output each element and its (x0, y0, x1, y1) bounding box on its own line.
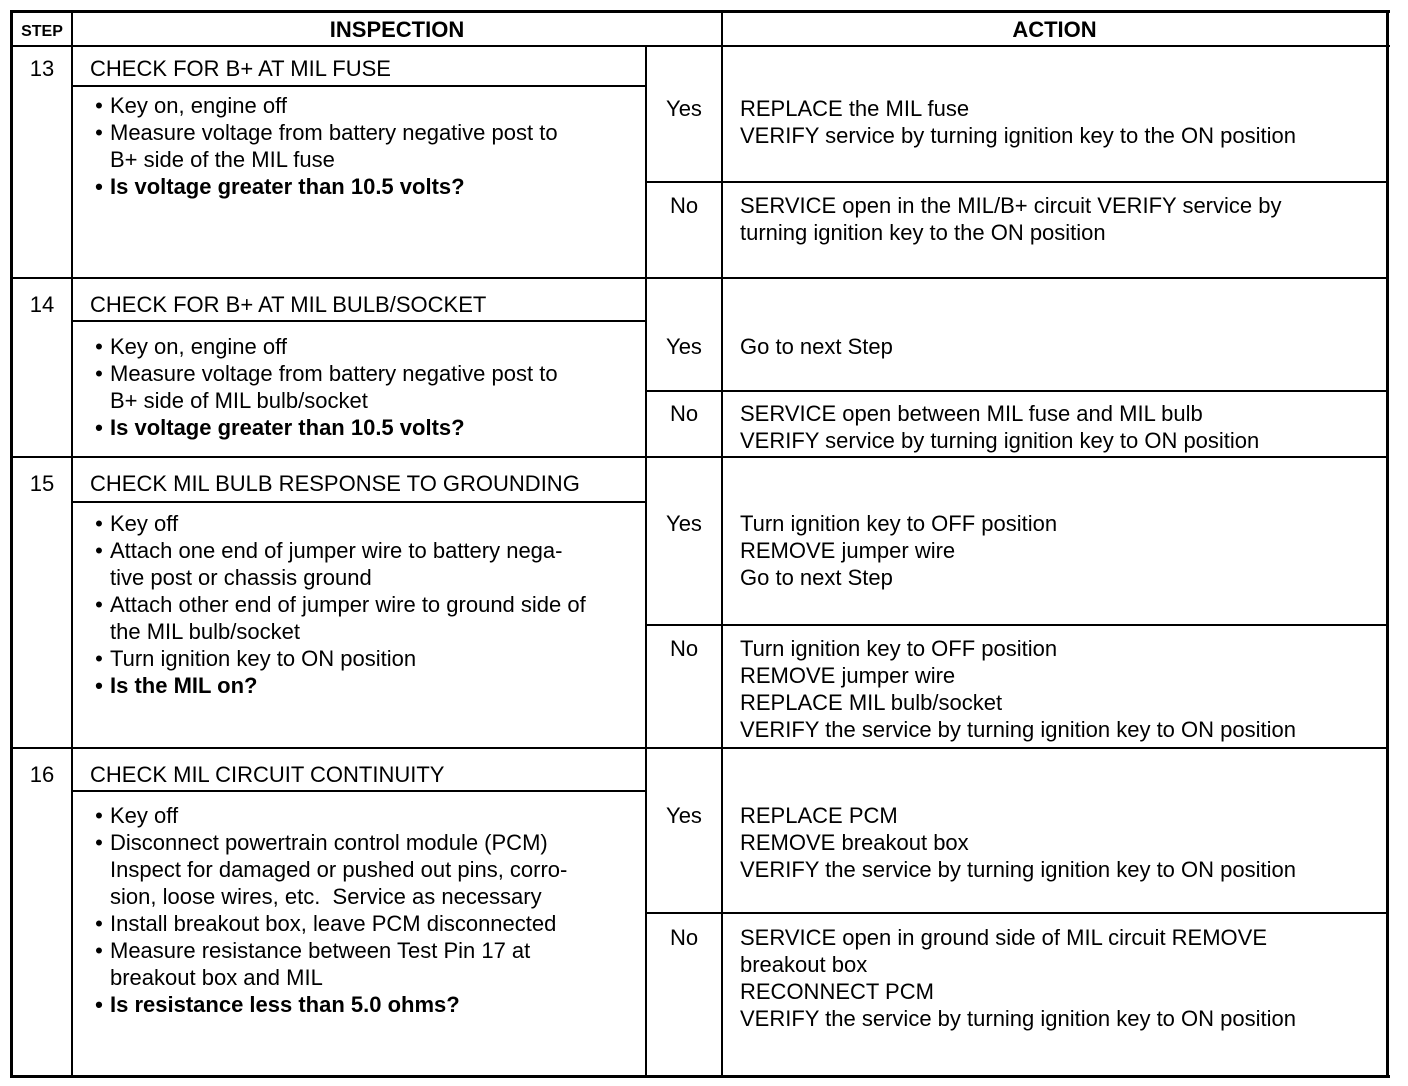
list-item: • Key on, engine off (95, 334, 287, 359)
yes-no-separator (645, 912, 1388, 914)
table-bottom-border (10, 1075, 1390, 1078)
action-line: SERVICE open between MIL fuse and MIL bulb (740, 401, 1203, 426)
step-column-divider (71, 10, 73, 1078)
action-line: REPLACE PCM (740, 803, 898, 828)
inspection-list (88, 333, 558, 441)
step-number: 13 (29, 56, 55, 81)
action-line: Turn ignition key to OFF position (740, 511, 1058, 536)
action-line: breakout box (740, 952, 868, 977)
yes-no-separator (645, 390, 1388, 392)
list-item: • Is the MIL on? (95, 673, 258, 698)
step-separator (10, 277, 1388, 279)
table-right-border (1386, 10, 1389, 1078)
action-line: VERIFY the service by turning ignition key to ON position (740, 1006, 1296, 1031)
action-line: REMOVE jumper wire (740, 663, 956, 688)
action-line: REPLACE MIL bulb/socket (740, 690, 1003, 715)
list-item: • Key off (95, 511, 179, 536)
step-number: 16 (29, 762, 55, 787)
action-line: REMOVE jumper wire (740, 538, 956, 563)
list-item: • Measure resistance between Test Pin 17 at breakout box and MIL (95, 938, 531, 990)
yes-label: Yes (666, 803, 702, 828)
step-separator (10, 747, 1388, 749)
no-label: No (669, 925, 699, 950)
step-number: 14 (29, 292, 55, 317)
action-line: turning ignition key to the ON position (740, 220, 1106, 245)
step-title: CHECK MIL BULB RESPONSE TO GROUNDING (90, 471, 580, 496)
no-action (740, 924, 1296, 1032)
list-item: • Is voltage greater than 10.5 volts? (95, 415, 465, 440)
title-underline (71, 501, 647, 503)
action-line: REMOVE breakout box (740, 830, 969, 855)
list-item: • Key on, engine off (95, 93, 287, 118)
yes-action (740, 802, 1296, 883)
yes-action (740, 510, 1057, 591)
list-item: • Measure voltage from battery negative post to B+ side of MIL bulb/socket (95, 361, 558, 413)
title-underline (71, 790, 647, 792)
step-number: 15 (29, 471, 55, 496)
step-title: CHECK FOR B+ AT MIL FUSE (90, 56, 391, 81)
no-action (740, 400, 1259, 454)
action-line: VERIFY service by turning ignition key to ON position (740, 428, 1260, 453)
table-left-border (10, 10, 13, 1078)
no-label: No (669, 401, 699, 426)
inspection-list (88, 802, 567, 1018)
list-item: • Attach one end of jumper wire to battery nega- tive post or chassis ground (95, 538, 563, 590)
step-title: CHECK MIL CIRCUIT CONTINUITY (90, 762, 445, 787)
no-action (740, 192, 1281, 246)
table-top-border (10, 10, 1390, 13)
action-line: VERIFY the service by turning ignition key to ON position (740, 717, 1296, 742)
no-label: No (669, 636, 699, 661)
list-item: • Install breakout box, leave PCM disconnected (95, 911, 557, 936)
yes-action (740, 333, 893, 360)
yes-action (740, 95, 1296, 149)
header-action: ACTION (1012, 17, 1097, 42)
title-underline (71, 85, 647, 87)
action-column-divider (721, 10, 723, 1078)
action-line: Go to next Step (740, 565, 893, 590)
action-line: Turn ignition key to OFF position (740, 636, 1058, 661)
action-line: VERIFY service by turning ignition key to the ON position (740, 123, 1296, 148)
no-label: No (669, 193, 699, 218)
action-line: SERVICE open in ground side of MIL circuit REMOVE (740, 925, 1268, 950)
yes-no-separator (645, 181, 1388, 183)
list-item: • Is voltage greater than 10.5 volts? (95, 174, 465, 199)
header-inspection: INSPECTION (329, 17, 465, 42)
action-line: VERIFY the service by turning ignition key to ON position (740, 857, 1296, 882)
header-divider (10, 45, 1390, 47)
list-item: • Attach other end of jumper wire to ground side of the MIL bulb/socket (95, 592, 586, 644)
step-separator (10, 456, 1388, 458)
header-step: STEP (21, 23, 63, 40)
step-title: CHECK FOR B+ AT MIL BULB/SOCKET (90, 292, 487, 317)
inspection-list (88, 510, 586, 699)
action-line: Go to next Step (740, 334, 893, 359)
action-line: SERVICE open in the MIL/B+ circuit VERIFY service by (740, 193, 1282, 218)
title-underline (71, 320, 647, 322)
yes-label: Yes (666, 334, 702, 359)
action-line: REPLACE the MIL fuse (740, 96, 970, 121)
list-item: • Turn ignition key to ON position (95, 646, 417, 671)
yes-no-separator (645, 624, 1388, 626)
no-action (740, 635, 1296, 743)
inspection-list (88, 92, 558, 200)
list-item: • Measure voltage from battery negative post to B+ side of the MIL fuse (95, 120, 558, 172)
list-item: • Is resistance less than 5.0 ohms? (95, 992, 460, 1017)
yes-label: Yes (666, 511, 702, 536)
list-item: • Key off (95, 803, 179, 828)
list-item: • Disconnect powertrain control module (PCM) Inspect for damaged or pushed out pins, corro- sion, loose wires, etc. Service as necessary (95, 830, 568, 909)
yes-label: Yes (666, 96, 702, 121)
action-line: RECONNECT PCM (740, 979, 934, 1004)
